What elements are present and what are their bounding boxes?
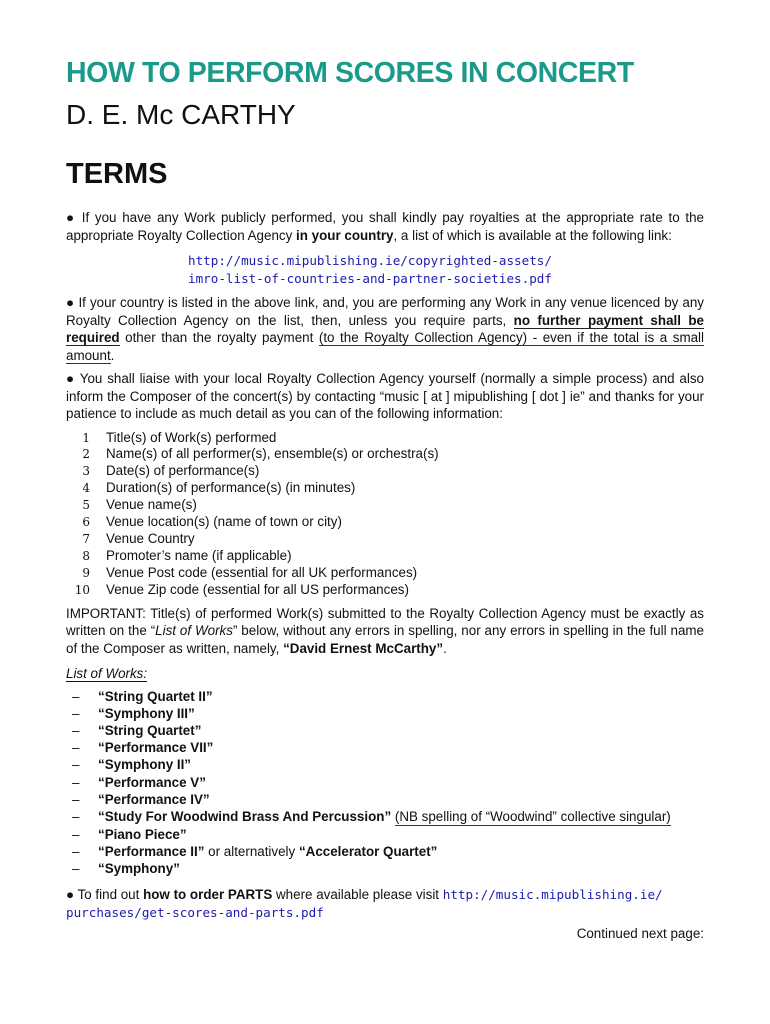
list-item xyxy=(66,565,704,582)
royalty-country-emphasis: in your country xyxy=(296,227,394,243)
work-title: “Performance II” xyxy=(98,843,205,859)
author-name: D. E. Mc CARTHY xyxy=(66,99,296,130)
liaise-paragraph: ● You shall liaise with your local Royalty Collection Agency yourself (normally a simple process) and also inform the Composer of the concert(s) by contacting “music [ at ] mipublishing [ dot ] ie” and thanks for your patience to include as much detail as you can of the following information: xyxy=(66,371,704,421)
list-item xyxy=(66,582,704,599)
works-list xyxy=(66,688,704,877)
work-item xyxy=(66,791,704,808)
list-item xyxy=(66,531,704,548)
dash-bullet: – xyxy=(72,774,80,790)
dash-bullet: – xyxy=(72,689,80,705)
list-text: Venue location(s) (name of town or city) xyxy=(106,514,342,530)
important-text: IMPORTANT: Title(s) of performed Work(s) submitted to the Royalty Collection Agency must be exactly as written on the “ xyxy=(66,605,704,639)
work-item xyxy=(66,774,704,791)
list-item xyxy=(66,430,704,447)
royalty-text-end: , a list of which is available at the following link: xyxy=(393,227,672,243)
imro-link-line-2[interactable]: imro-list-of-countries-and-partner-societies.pdf xyxy=(188,271,552,286)
dash-bullet: – xyxy=(72,791,80,807)
dash-bullet: – xyxy=(72,861,80,876)
licence-text-middle: other than the royalty payment xyxy=(119,330,319,345)
dash-bullet: – xyxy=(72,843,80,859)
list-text: Venue Post code (essential for all UK performances) xyxy=(106,564,418,580)
list-number: 5 xyxy=(82,498,90,513)
list-text: Venue Zip code (essential for all US performances) xyxy=(106,581,409,597)
parts-link-part-1[interactable]: http://music.mipublishing.ie/ xyxy=(442,887,663,903)
licence-paragraph xyxy=(66,294,704,364)
licence-text: ● If your country is listed in the above link, and, you are performing any Work in any venue licenced by any Royalty Collection Agency on the list, then, unless you require parts, xyxy=(66,295,704,328)
licence-text-end: . xyxy=(110,347,115,363)
imro-list-link[interactable] xyxy=(188,252,704,288)
order-parts-paragraph xyxy=(66,886,704,921)
work-item xyxy=(66,756,704,773)
works-heading xyxy=(66,665,704,682)
work-item xyxy=(66,808,704,826)
list-item xyxy=(66,446,704,463)
list-item xyxy=(66,463,704,480)
dash-bullet: – xyxy=(72,757,80,773)
work-title: “Symphony” xyxy=(98,861,180,876)
list-number: 4 xyxy=(82,481,90,496)
list-text: Venue Country xyxy=(106,530,195,546)
dash-bullet: – xyxy=(72,723,80,739)
work-item xyxy=(66,705,704,722)
work-title: “String Quartet” xyxy=(98,723,202,739)
document-title: HOW TO PERFORM SCORES IN CONCERT xyxy=(66,57,634,89)
work-item xyxy=(66,826,704,843)
list-item xyxy=(66,548,704,565)
dash-bullet: – xyxy=(72,706,80,722)
dash-bullet: – xyxy=(72,808,80,824)
list-number: 9 xyxy=(82,565,90,580)
list-number: 6 xyxy=(82,515,90,530)
list-number: 2 xyxy=(82,447,90,462)
order-text: ● To find out xyxy=(66,887,144,903)
list-number: 10 xyxy=(74,582,90,597)
list-text: Title(s) of Work(s) performed xyxy=(106,429,277,445)
work-title: “Symphony II” xyxy=(98,757,192,773)
work-item xyxy=(66,722,704,739)
work-title: “Piano Piece” xyxy=(98,826,187,842)
dash-bullet: – xyxy=(72,826,80,842)
licence-underlined-text: (to the Royalty Collection Agency) - even if the total is a small amount xyxy=(66,330,705,363)
important-text-middle: ” below, without any errors in spelling, nor any errors in spelling in the full name of the Composer as written, namely, xyxy=(66,623,704,656)
continued-next-page: Continued next page: xyxy=(576,926,704,942)
work-title: “String Quartet II” xyxy=(98,689,213,705)
list-text: Name(s) of all performer(s), ensemble(s) or orchestra(s) xyxy=(106,446,439,462)
royalty-paragraph xyxy=(66,209,704,244)
work-item xyxy=(66,739,704,756)
composer-name: “David Ernest McCarthy” xyxy=(283,640,444,656)
list-text: Date(s) of performance(s) xyxy=(106,463,260,479)
performance-info-list xyxy=(66,430,704,599)
woodwind-spelling-note: (NB spelling of “Woodwind” collective singular) xyxy=(395,808,671,826)
no-further-payment-emphasis: no further payment shall be required xyxy=(66,312,704,345)
list-number: 7 xyxy=(82,531,90,546)
list-item xyxy=(66,497,704,514)
list-text: Venue name(s) xyxy=(106,497,197,513)
alternative-connector: or alternatively xyxy=(204,843,299,859)
list-number: 8 xyxy=(82,548,90,563)
work-title: “Performance VII” xyxy=(98,740,214,756)
work-item xyxy=(66,860,704,877)
dash-bullet: – xyxy=(72,740,80,756)
imro-link-line-1[interactable]: http://music.mipublishing.ie/copyrighted-assets/ xyxy=(188,253,552,268)
work-title: “Study For Woodwind Brass And Percussion” xyxy=(98,808,392,824)
list-item xyxy=(66,514,704,531)
list-number: 3 xyxy=(82,464,90,479)
list-of-works-reference: List of Works xyxy=(155,623,233,639)
works-heading-text: List of Works: xyxy=(66,666,148,682)
parts-link-part-2[interactable]: purchases/get-scores-and-parts.pdf xyxy=(66,904,324,920)
work-item xyxy=(66,843,704,860)
work-alternative-title: “Accelerator Quartet” xyxy=(298,843,438,859)
work-title: “Performance IV” xyxy=(98,791,210,807)
list-number: 1 xyxy=(82,430,90,445)
list-text: Duration(s) of performance(s) (in minutes) xyxy=(106,480,356,496)
royalty-text: ● If you have any Work publicly performed, you shall kindly pay royalties at the appropriate rate to the appropriate Royalty Collection Agency xyxy=(66,210,704,243)
section-heading-terms: TERMS xyxy=(66,158,168,190)
list-item xyxy=(66,480,704,497)
list-text: Promoter’s name (if applicable) xyxy=(106,547,292,563)
document-page xyxy=(66,56,704,942)
work-title: “Symphony III” xyxy=(98,706,195,722)
work-title: “Performance V” xyxy=(98,774,206,790)
important-paragraph xyxy=(66,605,704,658)
order-parts-emphasis: how to order PARTS xyxy=(143,887,273,903)
important-text-end: . xyxy=(443,640,447,656)
work-item xyxy=(66,688,704,705)
order-text-middle: where available please visit xyxy=(272,887,443,903)
